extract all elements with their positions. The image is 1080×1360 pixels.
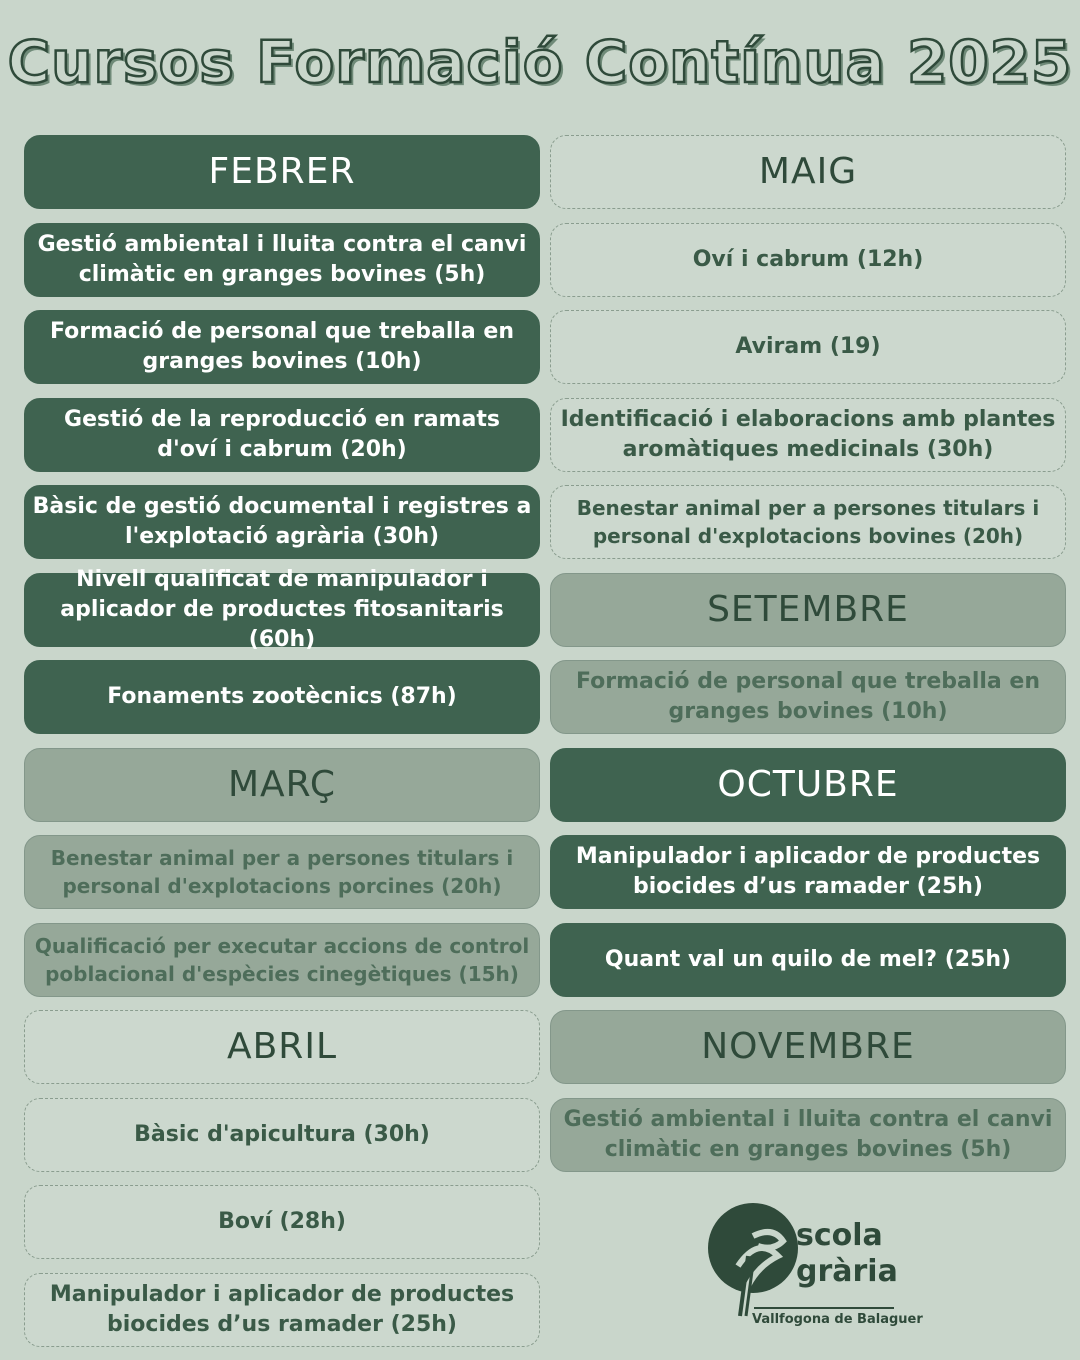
course-item: Bàsic d'apicultura (30h) (24, 1098, 540, 1172)
course-item: Bàsic de gestió documental i registres a l'explotació agrària (30h) (24, 485, 540, 559)
month-label: MARÇ (227, 763, 337, 805)
page-title: Cursos Formació Contínua 2025 (7, 28, 1073, 96)
month-header (24, 748, 540, 822)
course-item: Gestió ambiental i lluita contra el canvi climàtic en granges bovines (5h) (24, 223, 540, 297)
course-item: Fonaments zootècnics (87h) (24, 660, 540, 734)
month-header (550, 748, 1066, 822)
logo-text-line1: scola (796, 1218, 883, 1253)
month-label: ABRIL (226, 1026, 337, 1067)
month-header (550, 1010, 1066, 1084)
right-column (550, 135, 1066, 1185)
left-column (24, 135, 540, 1360)
course-item: Aviram (19) (550, 310, 1066, 384)
month-header (24, 135, 540, 209)
course-item: Quant val un quilo de mel? (25h) (550, 923, 1066, 997)
course-item: Gestió de la reproducció en ramats d'oví i cabrum (20h) (24, 398, 540, 472)
course-item: Manipulador i aplicador de productes biocides d’us ramader (25h) (24, 1273, 540, 1347)
logo-text-line3: Vallfogona de Balaguer (752, 1312, 923, 1327)
course-item: Formació de personal que treballa en granges bovines (10h) (24, 310, 540, 384)
month-header (24, 1010, 540, 1084)
course-item: Qualificació per executar accions de control poblacional d'espècies cinegètiques (15h) (24, 923, 540, 997)
course-item: Formació de personal que treballa en granges bovines (10h) (550, 660, 1066, 734)
course-item: Benestar animal per a persones titulars i personal d'explotacions bovines (20h) (550, 485, 1066, 559)
month-label: FEBRER (208, 151, 356, 192)
logo-text-line2: grària (796, 1254, 898, 1289)
course-item: Nivell qualificat de manipulador i aplicador de productes fitosanitaris (60h) (24, 573, 540, 647)
month-header (550, 135, 1066, 209)
course-item: Boví (28h) (24, 1185, 540, 1259)
month-label: MAIG (758, 151, 858, 192)
course-item: Gestió ambiental i lluita contra el canvi climàtic en granges bovines (5h) (550, 1098, 1066, 1172)
course-item: Benestar animal per a persones titulars i personal d'explotacions porcines (20h) (24, 835, 540, 909)
month-label: OCTUBRE (717, 763, 899, 805)
course-item: Identificació i elaboracions amb plantes aromàtiques medicinals (30h) (550, 398, 1066, 472)
month-label: NOVEMBRE (701, 1026, 915, 1067)
month-label: SETEMBRE (707, 588, 909, 630)
course-item: Oví i cabrum (12h) (550, 223, 1066, 297)
course-item: Manipulador i aplicador de productes biocides d’us ramader (25h) (550, 835, 1066, 909)
month-header (550, 573, 1066, 647)
